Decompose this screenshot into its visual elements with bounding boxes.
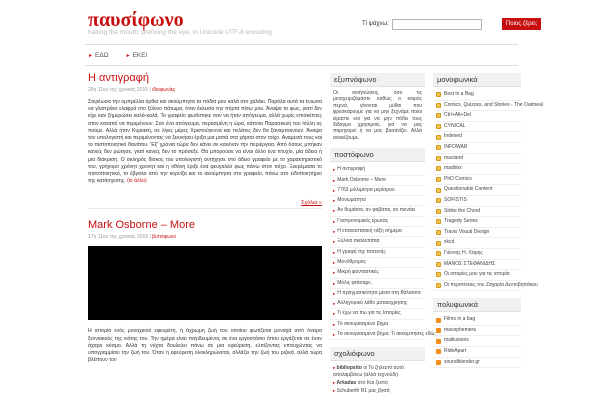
list-item-label: CYNICAL (444, 122, 466, 129)
post-category[interactable]: βυτιόφωνο (152, 234, 177, 241)
rss-feed-icon (436, 339, 441, 344)
list-item-label: Mark Osborne – More (337, 176, 386, 183)
external-link-icon (436, 124, 441, 129)
sidebar-middle (330, 73, 436, 402)
rss-feed-icon (436, 328, 441, 333)
list-item-label: Comics, Quizzes, and Stories - The Oatmeal (444, 101, 543, 108)
meta-separator: | (149, 87, 153, 93)
list-item-label: maddox (444, 165, 462, 172)
external-link-icon (436, 92, 441, 97)
recent-post-item[interactable] (330, 176, 425, 186)
main-nav (85, 44, 518, 66)
external-link-icon (436, 156, 441, 161)
widget-title: πολυφωνικά (433, 298, 521, 312)
external-link-icon (436, 230, 441, 235)
recent-post-item[interactable] (330, 248, 425, 258)
link-item[interactable] (433, 101, 543, 112)
list-item-label: Γιάννης Η. Χάρης (444, 249, 483, 256)
widget-title: εξυπνόφωνο (330, 73, 425, 87)
arrow-right-icon: ▸ (333, 321, 336, 327)
list-item-label: Μονόθρομος (337, 258, 366, 265)
video-embed[interactable] (88, 246, 322, 320)
external-link-icon (436, 251, 441, 256)
list-item-label: Η πραγματικότητα μέσα στη θάλασσα (337, 289, 421, 296)
list-item-label: macephemera (444, 326, 476, 333)
arrow-right-icon: ▸ (333, 177, 336, 183)
list-item-label: Οι περιπέτειες του Ζαχαρία Δεντοβηπάκου (444, 281, 538, 288)
rss-feed-icon (436, 318, 441, 323)
arrow-right-icon: ▸ (333, 198, 336, 204)
comment-text: Schuberth R1 μας βγατί; (336, 388, 391, 395)
list-item-label: PhD Comics (444, 175, 472, 182)
post-text: Η ιστορία ενός μοναχικού εφευρέτη, ή άχρωμη ζωή του οποίου φωτίζεται μοναχά από όνειρα ξεννιακούς της νιότης του. Την ημέρα είναι παγιδευμένος σε ένα εργοστάσιο όπου εργάζεται σε έναν άχαρο κόσμο. Αλλά τη νύχτα δουλεύει πάνω σε μια εφεύρεση, ελπίζοντας επιτυχώντας να υπογραμμίσει την ζωή του. Όταν η εφεύρεση ολοκληρώνεται, αλλάζει την ζωή του ριζικά, αλλά τώρα βλέπουν τον (88, 328, 322, 364)
arrow-right-icon: ▸ (333, 365, 337, 371)
recent-post-item[interactable] (330, 206, 425, 216)
recent-posts-list (330, 165, 436, 340)
list-item-label: Travis Visual Design (444, 228, 490, 235)
recent-comment-item[interactable] (330, 387, 425, 395)
link-item[interactable] (433, 154, 521, 165)
post-meta (88, 234, 322, 240)
post-category[interactable]: ιδιοφωνίες (152, 87, 176, 93)
list-item-label: INFOWAR (444, 143, 468, 150)
post-date: 17η 11ου της χρονιάς 2015 (88, 234, 149, 241)
list-item-label: Ctrl+Alt+Del (444, 112, 471, 119)
recent-post-item[interactable] (330, 279, 425, 289)
post-meta (88, 87, 322, 93)
list-item-label: Strike the Chord (444, 207, 481, 214)
link-item[interactable] (433, 249, 521, 260)
link-item[interactable] (433, 122, 521, 133)
external-link-icon (436, 241, 441, 246)
list-item-label: RideApart (444, 348, 467, 355)
recent-post-item[interactable] (330, 237, 425, 247)
feed-item[interactable] (433, 326, 521, 337)
list-item-label: Αλληγορικό λάθο ματαιοχρησης (337, 300, 408, 307)
link-item[interactable] (433, 260, 521, 271)
recent-post-item[interactable] (330, 196, 425, 206)
external-link-icon (436, 272, 441, 277)
arrow-right-icon: ▸ (333, 218, 336, 224)
post-date: 26η 11ου της χρονιάς 2015 (88, 87, 149, 93)
links-list (433, 90, 543, 291)
list-item-label: Η επαναστατική τάξη σήμερα (337, 228, 402, 235)
recent-post-item[interactable] (330, 227, 425, 237)
search-form (362, 18, 541, 30)
external-link-icon (436, 166, 441, 171)
sidebar-right (433, 73, 543, 375)
comment-text: οι Το ζηλευτό αυτό απολαμβάνω (αλλά τεχνούδι) (333, 365, 404, 379)
rss-feed-icon (436, 349, 441, 354)
arrow-right-icon: ▸ (333, 280, 336, 286)
list-item-label: macland (444, 154, 463, 161)
arrow-right-icon: ▸ (333, 380, 337, 386)
list-item-label: Μονωμάτητα (337, 197, 366, 204)
widget-recent-posts (330, 148, 436, 340)
external-link-icon (436, 283, 441, 288)
arrow-right-icon: ▸ (333, 249, 336, 255)
recent-post-item[interactable] (330, 309, 425, 319)
list-item-label: Τα σκουριασμένα βήμα; Τι ακούμπησες εδώ; (337, 331, 436, 337)
recent-comment-item[interactable] (330, 364, 425, 379)
arrow-right-icon: ▸ (89, 52, 93, 59)
feeds-list (433, 315, 521, 368)
recent-post-item[interactable] (330, 258, 425, 268)
link-item[interactable] (433, 228, 521, 239)
post (88, 72, 322, 207)
widget-feeds (433, 298, 521, 368)
list-item-label: Films in a bag (444, 316, 476, 323)
link-item[interactable] (433, 196, 521, 207)
recent-post-item[interactable] (330, 320, 425, 330)
search-label: Τί ψάχνω: (362, 21, 389, 27)
comments-link[interactable]: Σχόλια » (301, 200, 322, 207)
post-title[interactable]: Η αντιγραφή (88, 72, 150, 84)
rss-feed-icon (436, 360, 441, 365)
widget-title: μονοφωνικά (433, 73, 521, 87)
post-text: Στερέωσα την ομπρέλλα όρθια και ακούμπησα τα πόδια μου καλά στο χαλάκι. Παρόλα αυτά τα ένιωσα να γλιστράνε ελαφρά στο ξύλινο πάτωμα, όταν έκλεισα την πόρτα πίσω μου. Άναψα το φως, γιατί δεν είχε καν ξημερώσει καλά-καλά. Το γραφείο φωτίστηκε σαν να ήταν απόγευμα, αλλά χωρίς επισκέπτες στον καναπέ να περιμένουν. Σαν ένα απόγευμα, περασμένη η ώρα, κάποια Παρασκευή του Ιούλη ας πούμε. Αλλά ήταν Κυριακή, σε λίγες μέρες Χριστούγεννα και πελάτες δεν θα ξαναμπαινουν. Άναψα τον υπολογιστή και περιμένοντας να ξεκινήσει έριξα μια ματιά στα χάρτια στον τοίχο. Αναμεσά τους και το πιστοποιητικό θανάτου. 'Εξ' χρόνια τώρα δεν κάνει σε κανέναν την περιέργεια. Από όσους μπήκαν κανείς δεν ρώτησε, γιατί κανείς δεν το πρόσεξε. Θα μπορούσε να είναι άλλο ένα πτυχίο, μία άδεια ή μια διάκριση. Ο σκληρός δίσκος του υπολογιστή αντήχησε στο άδειο γραφείο με το χαρακτηριστικό του, γρήγορο χρόνητ χρονητ και η οθόνη έριξε ένα φευγαλέο φως πάνω στον τοίχο. Ξεκρέμασα το πιστοποιητικό, το έβγαλα από την κορνίζα και το ακούμπησα στο γραφείο, πάνω στο ειδοποιητήριο της κατάσχεσης. (88, 99, 322, 185)
list-item-label: ΜΑΝΟΣ ΣΤΕΦΑΝΙΔΗΣ (444, 260, 496, 267)
link-item[interactable] (433, 143, 521, 154)
header (0, 0, 600, 42)
arrow-right-icon: ▸ (333, 187, 336, 193)
list-item-label: Questionable Content (444, 186, 493, 193)
link-item[interactable] (433, 164, 521, 175)
search-input[interactable] (392, 19, 482, 30)
list-item-label: Indexed (444, 133, 462, 140)
recent-comment-item[interactable] (330, 379, 425, 387)
recent-post-item[interactable] (330, 268, 425, 278)
site-title[interactable]: παυσίφωνο (88, 9, 184, 31)
external-link-icon (436, 198, 441, 203)
comment-text: στο Και ζεστό (357, 380, 388, 387)
widget-recent-comments (330, 347, 425, 395)
recent-post-item[interactable] (330, 330, 436, 340)
feed-item[interactable] (433, 358, 521, 369)
meta-separator: | (149, 234, 153, 241)
recent-post-item[interactable] (330, 299, 425, 309)
widget-title: ποστόφωνο (330, 148, 425, 162)
arrow-right-icon: ▸ (333, 301, 336, 307)
read-more-link[interactable]: (κι άλλο) (127, 178, 147, 185)
list-item-label: Η γραφή της ταπεινής (337, 248, 386, 255)
link-item[interactable] (433, 90, 521, 101)
list-item-label: Η αντιγραφή (337, 166, 365, 173)
link-item[interactable] (433, 281, 538, 292)
external-link-icon (436, 262, 441, 267)
widget-links (433, 73, 543, 291)
list-item-label: 7763 μιλλιμέτρα μερίσμού (337, 186, 395, 193)
recent-post-item[interactable] (330, 165, 425, 175)
arrow-right-icon: ▸ (333, 388, 337, 394)
external-link-icon (436, 135, 441, 140)
link-item[interactable] (433, 270, 521, 281)
list-item-label: Γαστρονομικός έρωτας (337, 217, 388, 224)
external-link-icon (436, 113, 441, 118)
post-body (88, 99, 322, 185)
arrow-right-icon: ▸ (333, 208, 336, 214)
link-item[interactable] (433, 111, 521, 122)
list-item-label: SOFISTIS (444, 196, 467, 203)
recent-comments-list (330, 364, 425, 395)
arrow-right-icon: ▸ (333, 259, 336, 265)
post-body (88, 328, 322, 364)
link-item[interactable] (433, 175, 521, 186)
post (88, 219, 322, 364)
arrow-right-icon: ▸ (333, 229, 336, 235)
link-item[interactable] (433, 238, 521, 249)
arrow-right-icon: ▸ (333, 311, 336, 317)
link-item[interactable] (433, 132, 521, 143)
list-item-label: xkcd (444, 239, 455, 246)
arrow-right-icon: ▸ (333, 167, 336, 173)
widget-title: σχολιόφωνο (330, 347, 425, 361)
nav-item-label: ΕΔΩ (95, 51, 109, 59)
link-item[interactable] (433, 207, 521, 218)
list-item-label: Ξύλινα σκαλοπάτια (337, 238, 380, 245)
nav-item-edo[interactable] (89, 52, 109, 59)
list-item-label: Οι ιστορίες μου για τις ιστορία (444, 271, 510, 278)
nav-item-ekei[interactable] (127, 52, 148, 59)
external-link-icon (436, 177, 441, 182)
list-item-label: Μόλις φτάσαμε. (337, 279, 372, 286)
link-item[interactable] (433, 185, 521, 196)
site-description: halting the mouth, prefixing the eye, in Unicode UTF-8 encoding (88, 29, 272, 36)
comment-author: bibliopsito (336, 365, 362, 372)
arrow-right-icon: ▸ (126, 52, 130, 59)
widget-about (330, 73, 425, 141)
list-item-label: soundblender.gr (444, 358, 480, 365)
post-title[interactable]: Mark Osborne – More (88, 219, 195, 232)
arrow-right-icon: ▸ (333, 332, 336, 337)
recent-post-item[interactable] (330, 289, 425, 299)
arrow-right-icon: ▸ (333, 290, 336, 296)
list-item-label: Best in a Bag (444, 91, 474, 97)
widget-text: Οι αναγνώσεις, όσο τις μεταχειριζόμαστε καθώς ο καιρός περνά, γίνονται μύθοι που φρεσκάρουμε για να μην ξεχνάμε ποιοι είμαστε και για να μην πόθει τους διδαγμα χρησιμοέι, για να μας παρηγορεί ή να μας βασανίζει. Αλλά ανικείζουμε. (333, 90, 422, 141)
arrow-right-icon: ▸ (333, 270, 336, 276)
external-link-icon (436, 188, 441, 193)
list-item-label: Το σκουριασμένο βήμα (337, 320, 389, 327)
external-link-icon (436, 209, 441, 214)
arrow-right-icon: ▸ (333, 239, 336, 245)
search-button[interactable]: Ποιος ζέρει; (502, 18, 541, 30)
link-item[interactable] (433, 217, 521, 228)
list-item-label: Αν θυμάσαι, αν φοβάται, αν πεινάει (337, 207, 416, 214)
post-divider (88, 208, 322, 209)
main-content (88, 72, 322, 364)
list-item-label: Μικρή φανταστικές (337, 269, 379, 276)
comment-author: Arkadas (336, 380, 357, 387)
list-item-label: Tragedy Series (444, 218, 478, 225)
feed-item[interactable] (433, 347, 521, 358)
list-item-label: Τι έχω να πω για τις Ιστορίες (337, 310, 401, 317)
recent-post-item[interactable] (330, 186, 425, 196)
recent-post-item[interactable] (330, 217, 425, 227)
feed-item[interactable] (433, 336, 521, 347)
external-link-icon (436, 103, 441, 108)
list-item-label: mailiusions (444, 337, 469, 344)
external-link-icon (436, 145, 441, 150)
external-link-icon (436, 219, 441, 224)
post-footer (88, 191, 322, 207)
feed-item[interactable] (433, 315, 521, 326)
nav-item-label: ΕΚΕΙ (132, 51, 148, 59)
